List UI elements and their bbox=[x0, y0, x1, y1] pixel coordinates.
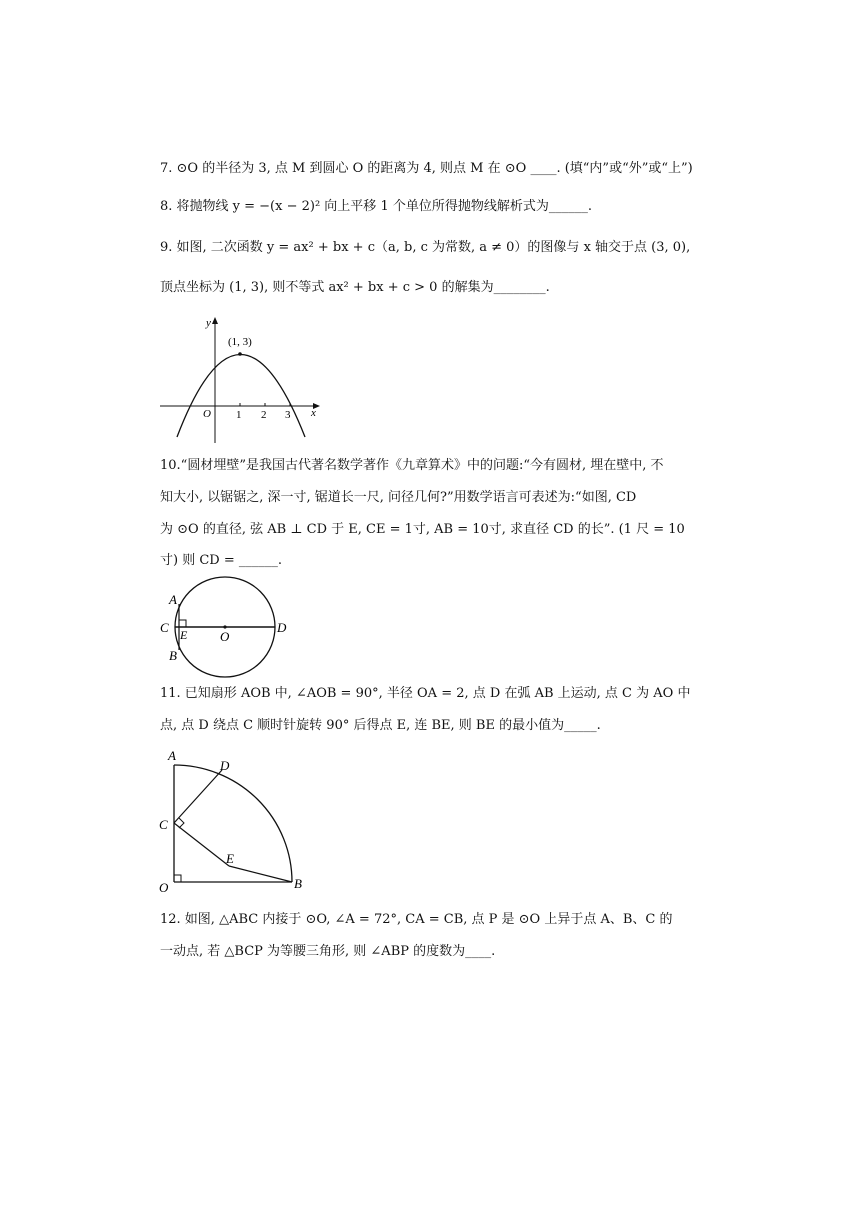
question-9-line-2: 顶点坐标为 (1, 3), 则不等式 ax² + bx + c > 0 的解集为________. bbox=[160, 280, 550, 295]
label-c: C bbox=[159, 817, 168, 832]
right-angle-mark-o bbox=[174, 875, 181, 882]
question-10-line-3: 为 ⊙O 的直径, 弦 AB ⊥ CD 于 E, CE = 1寸, AB = 10寸, 求直径 CD 的长”. (1 尺 = 10 bbox=[160, 522, 685, 537]
sector-figure bbox=[158, 745, 318, 895]
x-axis-label: x bbox=[311, 407, 316, 419]
question-10-line-4: 寸) 则 CD = ______. bbox=[160, 553, 282, 568]
parabola-figure bbox=[155, 315, 335, 445]
segment-ce bbox=[174, 823, 229, 866]
segment-cd bbox=[174, 770, 222, 823]
question-12-line-2: 一动点, 若 △BCP 为等腰三角形, 则 ∠ABP 的度数为____. bbox=[160, 944, 496, 959]
label-e: E bbox=[226, 851, 234, 866]
vertex-point bbox=[238, 352, 242, 356]
tick-label-1: 1 bbox=[236, 409, 242, 421]
question-7: 7. ⊙O 的半径为 3, 点 M 到圆心 O 的距离为 4, 则点 M 在 ⊙O ____. (填“内”或“外”或“上”) bbox=[160, 161, 693, 176]
circle-chord-figure bbox=[158, 580, 298, 680]
label-d: D bbox=[277, 620, 287, 635]
question-11-line-2: 点, 点 D 绕点 C 顺时针旋转 90° 后得点 E, 连 BE, 则 BE 的最小值为_____. bbox=[160, 718, 601, 733]
label-c: C bbox=[160, 620, 169, 635]
origin-label: O bbox=[203, 408, 211, 420]
label-d: D bbox=[220, 758, 230, 773]
tick-label-2: 2 bbox=[261, 409, 267, 421]
question-10-line-2: 知大小, 以锯锯之, 深一寸, 锯道长一尺, 问径几何?”用数学语言可表述为:“如图, CD bbox=[160, 490, 637, 505]
label-o: O bbox=[159, 880, 169, 895]
right-angle-mark-c bbox=[179, 818, 184, 828]
label-b: B bbox=[294, 876, 302, 891]
segment-eb bbox=[229, 866, 292, 882]
parabola-curve bbox=[177, 355, 305, 438]
vertex-label: (1, 3) bbox=[228, 336, 252, 348]
question-10-line-1: 10.“圆材埋壁”是我国古代著名数学著作《九章算术》中的问题:“今有圆材, 埋在壁中, 不 bbox=[160, 458, 664, 473]
y-axis-arrow bbox=[212, 317, 218, 324]
label-o: O bbox=[220, 629, 230, 644]
label-a: A bbox=[169, 592, 177, 607]
right-angle-mark bbox=[179, 620, 186, 627]
label-e: E bbox=[180, 628, 188, 642]
label-a: A bbox=[168, 748, 176, 763]
tick-label-3: 3 bbox=[285, 409, 291, 421]
question-9-line-1: 9. 如图, 二次函数 y = ax² + bx + c（a, b, c 为常数, a ≠ 0）的图像与 x 轴交于点 (3, 0), bbox=[160, 240, 691, 255]
question-12-line-1: 12. 如图, △ABC 内接于 ⊙O, ∠A = 72°, CA = CB, 点 P 是 ⊙O 上异于点 A、B、C 的 bbox=[160, 912, 673, 927]
label-b: B bbox=[169, 648, 177, 663]
question-11-line-1: 11. 已知扇形 AOB 中, ∠AOB = 90°, 半径 OA = 2, 点 D 在弧 AB 上运动, 点 C 为 AO 中 bbox=[160, 686, 691, 701]
question-8: 8. 将抛物线 y = −(x − 2)² 向上平移 1 个单位所得抛物线解析式为______. bbox=[160, 199, 592, 214]
y-axis-label: y bbox=[206, 317, 211, 329]
